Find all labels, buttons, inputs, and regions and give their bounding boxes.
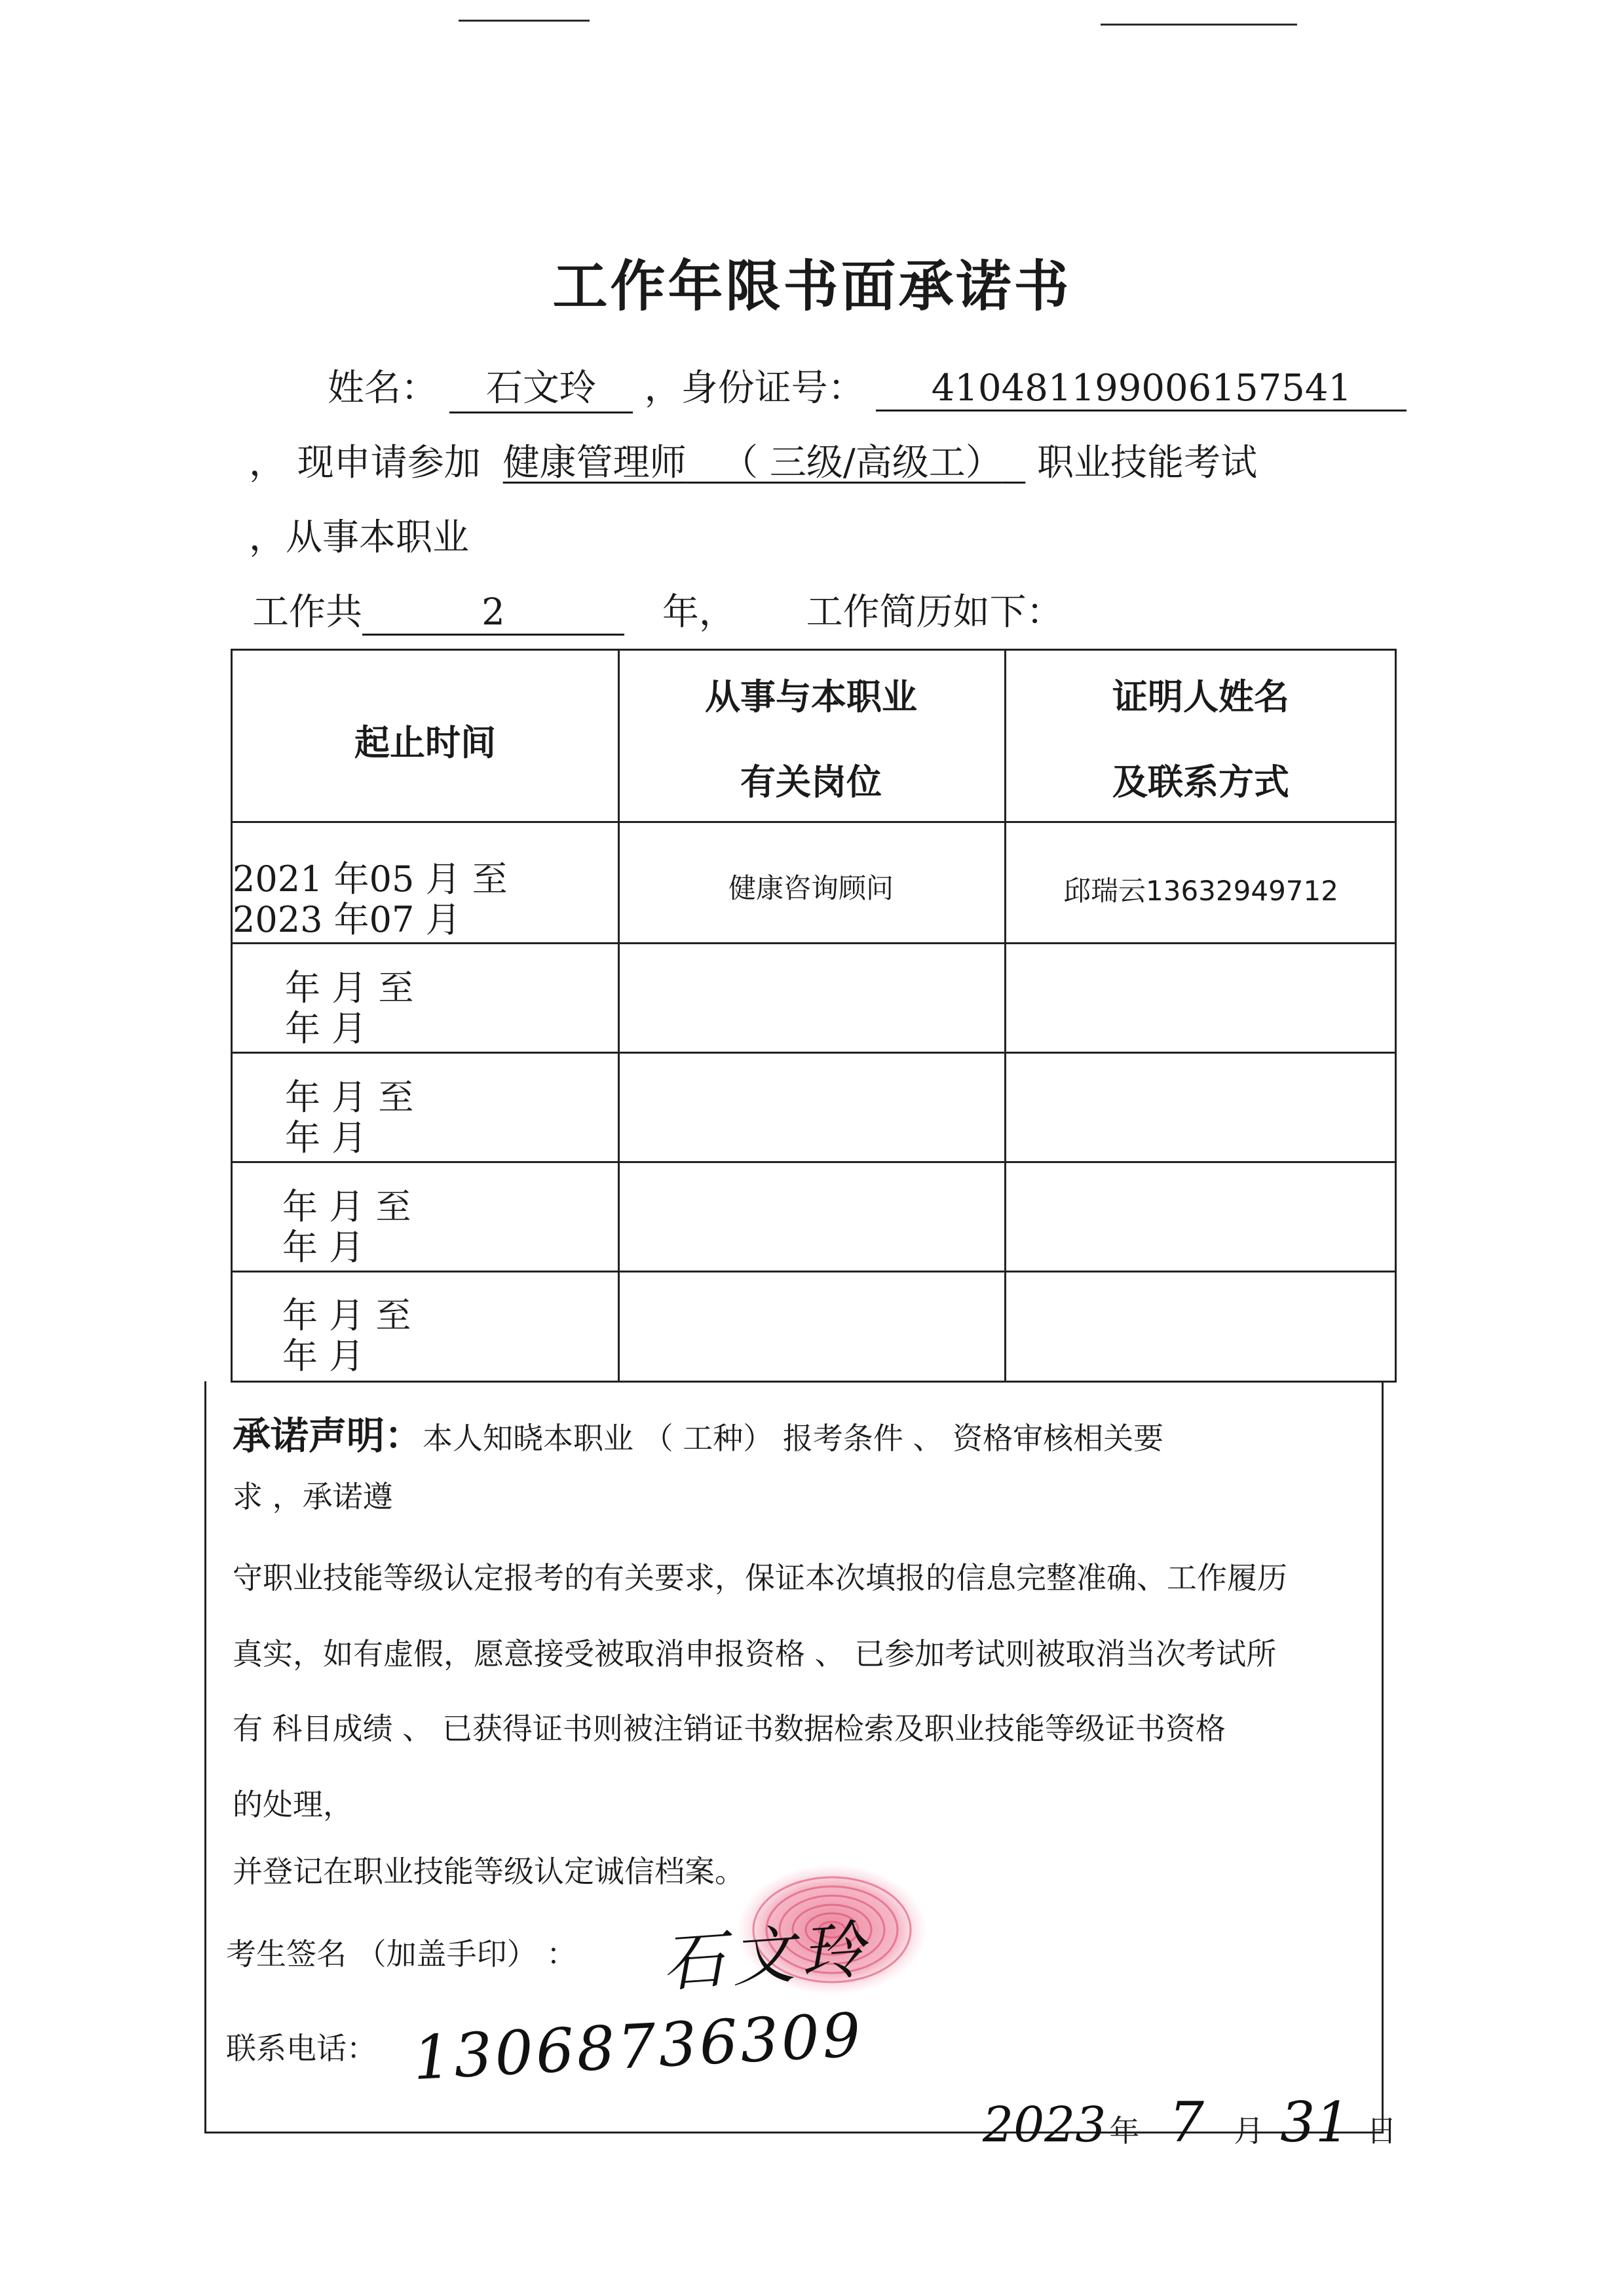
scan-artifact-line <box>1101 24 1297 26</box>
name-value: 石文玲 <box>449 359 633 413</box>
header-position-line2: 有关岗位 <box>740 761 882 803</box>
table-row-1-position: 健康咨询顾问 <box>728 872 894 904</box>
document-title: 工作年限书面承诺书 <box>552 254 1072 318</box>
apply-line <box>249 434 1257 486</box>
id-label: ，身份证号： <box>644 367 865 410</box>
work-years-line <box>252 583 1063 636</box>
date-month-handwritten: 7 <box>1169 2090 1204 2154</box>
name-label: 姓名： <box>328 367 438 410</box>
table-row-3-to: 年 月 <box>285 1117 368 1158</box>
exam-suffix: 职业技能考试 <box>1037 442 1258 484</box>
engage-line: ，从事本职业 <box>249 516 469 559</box>
table-row-1-witness: 邱瑞云13632949712 <box>1063 875 1338 907</box>
apply-prefix: ， 现申请参加 <box>249 442 481 484</box>
work-total-label: 工作共 <box>252 591 362 634</box>
handwritten-signature: 石文玲 <box>660 1913 873 2000</box>
statement-heading: 承诺声明： <box>233 1413 423 1458</box>
header-position-line1: 从事与本职业 <box>705 676 917 718</box>
work-years-value: 2 <box>362 591 624 636</box>
handwritten-phone: 13068736309 <box>411 2000 865 2094</box>
signing-date <box>983 2090 1397 2154</box>
date-day-handwritten: 31 <box>1280 2090 1351 2154</box>
table-row-divider <box>233 1161 1397 1163</box>
table-row-2-to: 年 月 <box>285 1008 368 1049</box>
statement-line-6: 的处理， <box>233 1787 353 1822</box>
statement-line-1: 承诺声明：本人知晓本职业 （ 工种） 报考条件 、 资格审核相关要 <box>233 1413 1164 1458</box>
scan-artifact-line <box>459 20 590 22</box>
table-row-1-from: 2021 年05 月 至 <box>233 858 508 900</box>
statement-line-7: 并登记在职业技能等级认定诚信档案。 <box>233 1854 745 1889</box>
name-id-line <box>328 359 1407 413</box>
sign-label: 考生签名 （加盖手印） ： <box>226 1936 577 1972</box>
statement-line-3: 守职业技能等级认定报考的有关要求，保证本次填报的信息完整准确、工作履历 <box>233 1560 1287 1596</box>
header-period: 起止时间 <box>354 722 496 763</box>
table-row-5-from: 年 月 至 <box>282 1295 411 1336</box>
statement-line-4: 真实，如有虚假，愿意接受被取消申报资格 、 已参加考试则被取消当次考试所 <box>233 1636 1277 1672</box>
date-day-unit: 日 <box>1367 2113 1397 2149</box>
table-row-5-to: 年 月 <box>282 1335 365 1377</box>
table-row-divider <box>233 1271 1397 1272</box>
occupation-value: 健康管理师 （ 三级/高级工） <box>502 442 1002 484</box>
date-month-unit: 月 <box>1234 2113 1264 2149</box>
table-row-1-to: 2023 年07 月 <box>233 899 461 940</box>
header-witness-line2: 及联系方式 <box>1112 761 1289 803</box>
header-witness-line1: 证明人姓名 <box>1112 676 1289 718</box>
years-unit: 年， <box>662 591 736 634</box>
statement-line-5: 有 科目成绩 、 已获得证书则被注销证书数据检索及职业技能等级证书资格 <box>233 1711 1226 1746</box>
table-row-divider <box>233 821 1397 823</box>
work-history-table <box>231 649 1397 1383</box>
table-row-4-to: 年 月 <box>282 1227 365 1268</box>
table-row-2-from: 年 月 至 <box>285 967 414 1008</box>
id-value: 410481199006157541 <box>876 367 1407 411</box>
resume-label: 工作简历如下： <box>806 591 1063 634</box>
date-year-handwritten: 2023 <box>983 2097 1106 2153</box>
table-row-divider <box>233 1052 1397 1054</box>
phone-label: 联系电话： <box>226 2031 377 2066</box>
date-year-unit: 年 <box>1109 2113 1140 2149</box>
statement-line-2: 求 ，承诺遵 <box>233 1479 393 1514</box>
table-row-divider <box>233 942 1397 944</box>
table-row-3-from: 年 月 至 <box>285 1077 414 1118</box>
table-row-4-from: 年 月 至 <box>282 1186 411 1227</box>
